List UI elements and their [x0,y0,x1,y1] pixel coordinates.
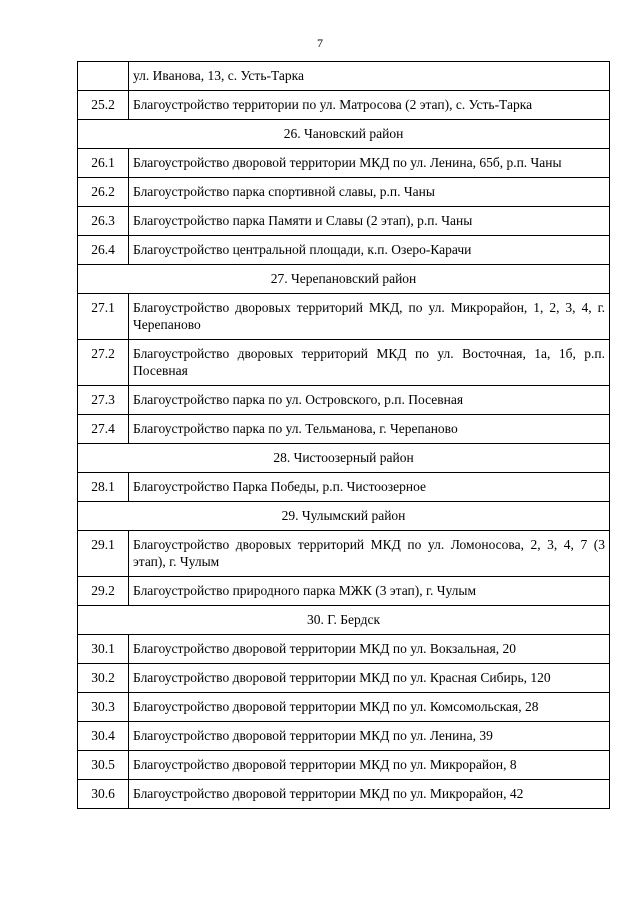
page-number: 7 [317,36,323,50]
table-row [78,236,610,265]
item-number: 30.3 [78,693,129,722]
item-description: Благоустройство дворовой территории МКД по ул. Ленина, 65б, р.п. Чаны [129,149,610,178]
table-row [78,693,610,722]
item-description: Благоустройство дворовой территории МКД по ул. Красная Сибирь, 120 [129,664,610,693]
table-row [78,664,610,693]
item-description: Благоустройство дворовой территории МКД по ул. Комсомольская, 28 [129,693,610,722]
item-description: Благоустройство парка спортивной славы, р.п. Чаны [129,178,610,207]
item-number: 27.3 [78,386,129,415]
item-description: Благоустройство парка по ул. Островского, р.п. Посевная [129,386,610,415]
section-header-row [78,606,610,635]
table-row [78,577,610,606]
item-number: 30.4 [78,722,129,751]
table-row [78,415,610,444]
item-number: 26.3 [78,207,129,236]
table-row [78,722,610,751]
item-description: Благоустройство дворовой территории МКД по ул. Вокзальная, 20 [129,635,610,664]
section-header-row [78,444,610,473]
item-number: 26.4 [78,236,129,265]
item-description: Благоустройство природного парка МЖК (3 этап), г. Чулым [129,577,610,606]
item-description: Благоустройство дворовых территорий МКД по ул. Ломоносова, 2, 3, 4, 7 (3 этап), г. Чулым [129,531,610,577]
item-number: 30.5 [78,751,129,780]
table-row [78,91,610,120]
item-number: 30.2 [78,664,129,693]
item-number: 28.1 [78,473,129,502]
table-row [78,531,610,577]
item-number [78,62,129,91]
table-row [78,780,610,809]
table-row [78,340,610,386]
item-description: Благоустройство дворовой территории МКД по ул. Микрорайон, 42 [129,780,610,809]
table-row [78,62,610,91]
table-row [78,294,610,340]
table-row [78,751,610,780]
item-description: Благоустройство дворовых территорий МКД, по ул. Микрорайон, 1, 2, 3, 4, г. Черепаново [129,294,610,340]
table-row [78,386,610,415]
table-body [78,62,610,809]
item-number: 27.4 [78,415,129,444]
item-number: 26.2 [78,178,129,207]
item-description: Благоустройство территории по ул. Матросова (2 этап), с. Усть-Тарка [129,91,610,120]
item-number: 25.2 [78,91,129,120]
item-description: Благоустройство парка Памяти и Славы (2 этап), р.п. Чаны [129,207,610,236]
item-number: 30.1 [78,635,129,664]
item-description: ул. Иванова, 13, с. Усть-Тарка [129,62,610,91]
table-row [78,178,610,207]
item-number: 29.2 [78,577,129,606]
item-description: Благоустройство дворовой территории МКД по ул. Ленина, 39 [129,722,610,751]
item-description: Благоустройство дворовых территорий МКД по ул. Восточная, 1а, 1б, р.п. Посевная [129,340,610,386]
section-header-row [78,265,610,294]
section-title: 26. Чановский район [78,120,610,149]
item-number: 27.1 [78,294,129,340]
table-row [78,635,610,664]
item-number: 26.1 [78,149,129,178]
table-row [78,473,610,502]
item-number: 29.1 [78,531,129,577]
item-description: Благоустройство дворовой территории МКД по ул. Микрорайон, 8 [129,751,610,780]
item-description: Благоустройство центральной площади, к.п. Озеро-Карачи [129,236,610,265]
table-row [78,207,610,236]
item-description: Благоустройство парка по ул. Тельманова, г. Черепаново [129,415,610,444]
section-title: 27. Черепановский район [78,265,610,294]
improvement-projects-table [77,61,610,809]
item-number: 30.6 [78,780,129,809]
section-title: 28. Чистоозерный район [78,444,610,473]
section-title: 29. Чулымский район [78,502,610,531]
table-row [78,149,610,178]
section-title: 30. Г. Бердск [78,606,610,635]
section-header-row [78,120,610,149]
section-header-row [78,502,610,531]
item-description: Благоустройство Парка Победы, р.п. Чистоозерное [129,473,610,502]
item-number: 27.2 [78,340,129,386]
